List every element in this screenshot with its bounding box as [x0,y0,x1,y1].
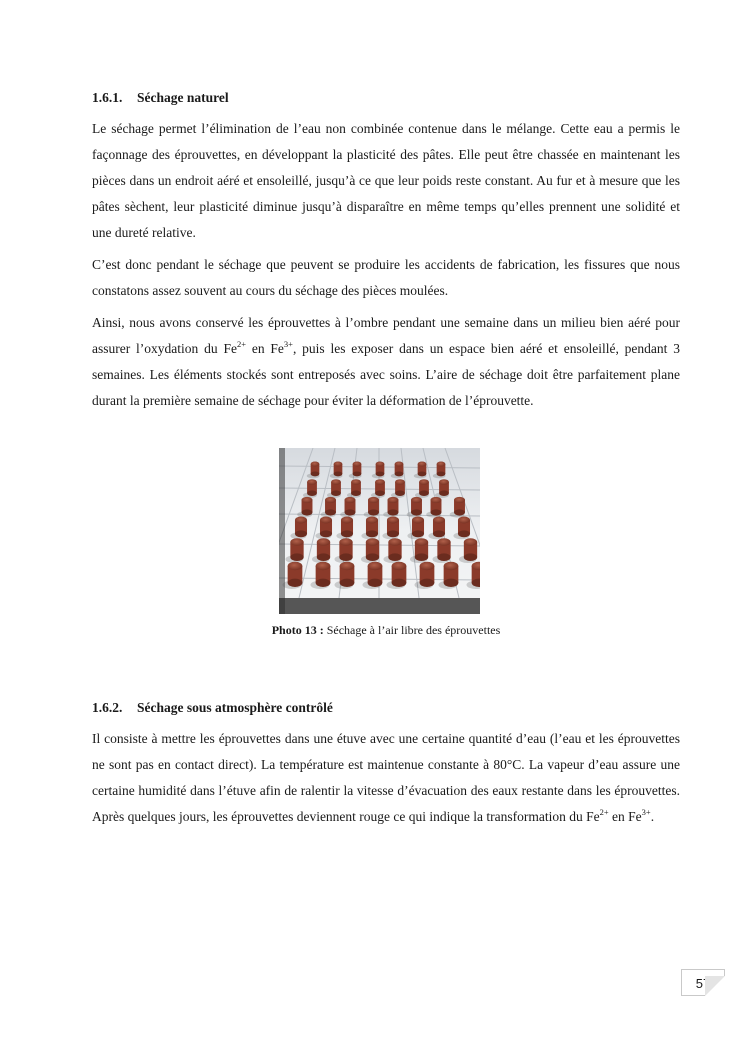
section-2 [92,698,680,836]
section-heading-1-6-2 [92,698,680,718]
caption-text: Séchage à l’air libre des éprouvettes [323,623,501,637]
paragraph-1: Le séchage permet l’élimination de l’eau non combinée contenue dans le mélange. Cette eau a permis le façonnage des éprouvettes, en développant la plasticité des pâtes. Elle peut être chassée en maintenant les pièces dans un endroit aéré et ensoleillé, jusqu’à ce que leur poids reste constant. Au fur et à mesure que les pâtes sèchent, leur plasticité diminue jusqu’à disparaître en même temps qu’elles prennent une solidité et une dureté relative. [92,121,680,240]
floor-edge-shadow [279,598,480,614]
superscript: 3+ [283,339,293,349]
paragraph-3-text-b: en Fe [246,341,284,356]
left-shadow [279,448,285,614]
paragraph-4-text-a: Il consiste à mettre les éprouvettes dans une étuve avec une certaine quantité d’eau (l’eau et les éprouvettes ne sont pas en contact direct). La température est maintenue constante à 80°C. La vapeur d’eau assure une certaine humidité dans l’étuve afin de ralentir la vitesse d’évacuation des eaux restante dans les éprouvettes. Après quelques jours, les éprouvettes deviennent rouge ce qui indique la transformation du Fe [92,731,680,824]
paragraph-3-text-a: Ainsi, nous avons conservé les éprouvettes à l’ombre pendant une semaine dans un milieu bien aéré pour assurer l’oxydation du Fe [92,315,680,356]
section-number: 1.6.1. [92,90,123,105]
paragraph-4 [92,726,680,830]
superscript: 2+ [236,339,246,349]
section-heading-1-6-1 [92,88,680,108]
paragraph-3 [92,310,680,414]
section-title: Séchage sous atmosphère contrôlé [137,700,333,715]
section-number: 1.6.2. [92,700,123,715]
section-1 [92,88,680,420]
page-curl-decoration [705,976,725,996]
photo-drying-specimens [279,448,480,614]
paragraph-4-text-b: en Fe [608,809,642,824]
superscript: 3+ [641,807,651,817]
page-number [681,969,725,996]
caption-label: Photo 13 : [271,623,324,637]
page-number-text: 57 [695,976,711,991]
paragraph-4-text-c: . [650,809,655,824]
paragraph-3-text-c: , puis les exposer dans un espace bien aéré et ensoleillé, pendant 3 semaines. Les éléments stockés sont entreposés avec soins. L’aire de séchage doit être parfaitement plane durant la première semaine de séchage pour éviter la déformation de l’éprouvette. [92,341,680,408]
figure-caption [92,621,680,639]
superscript: 2+ [599,807,609,817]
section-title: Séchage naturel [137,90,229,105]
paragraph-2: C’est donc pendant le séchage que peuvent se produire les accidents de fabrication, les fissures que nous constatons assez souvent au cours du séchage des pièces moulées. [92,257,680,298]
photo-image [279,448,480,614]
